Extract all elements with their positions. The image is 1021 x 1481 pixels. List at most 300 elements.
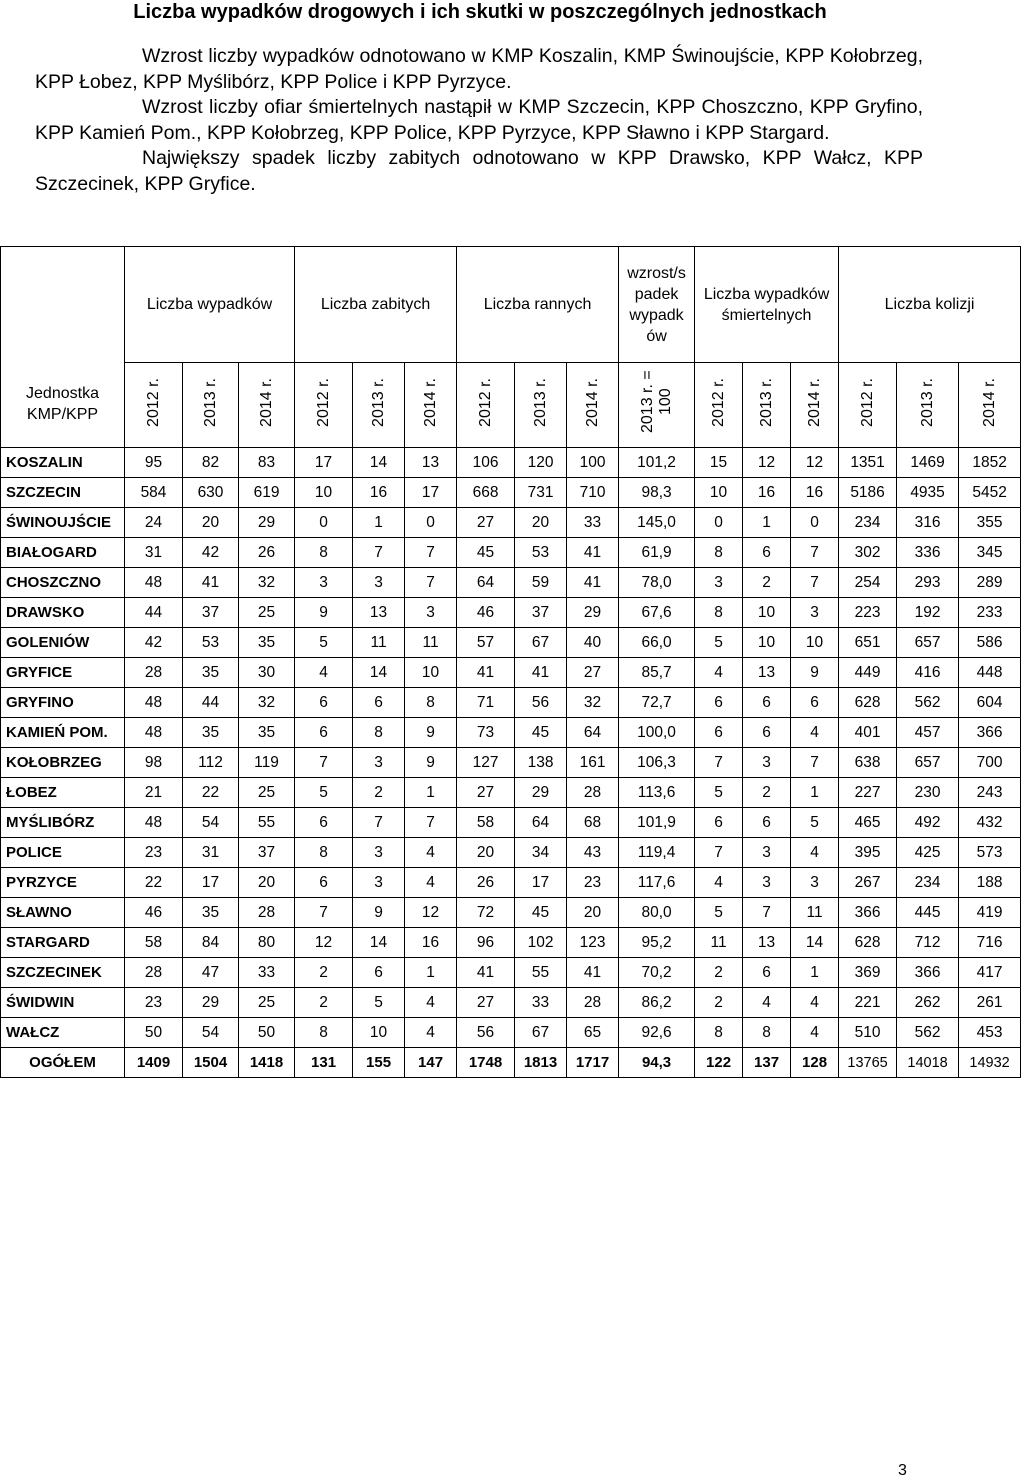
table-cell: 20 <box>567 898 619 928</box>
table-cell: 33 <box>239 958 295 988</box>
table-cell: 40 <box>567 628 619 658</box>
table-row <box>1 688 1021 718</box>
table-cell: 11 <box>791 898 839 928</box>
table-cell: 401 <box>839 718 897 748</box>
table-cell: 100 <box>567 448 619 478</box>
table-cell: 262 <box>897 988 959 1018</box>
table-cell: 43 <box>567 838 619 868</box>
table-cell: 2 <box>743 568 791 598</box>
table-cell: 120 <box>515 448 567 478</box>
table-cell: 28 <box>567 778 619 808</box>
table-cell: 7 <box>405 568 457 598</box>
table-cell: 6 <box>743 958 791 988</box>
table-cell: 8 <box>295 838 353 868</box>
table-row <box>1 898 1021 928</box>
table-cell: 604 <box>959 688 1021 718</box>
table-cell: 48 <box>125 688 183 718</box>
unit-name: STARGARD <box>1 928 125 958</box>
table-cell: 82 <box>183 448 239 478</box>
table-cell: 5 <box>695 898 743 928</box>
unit-name: MYŚLIBÓRZ <box>1 808 125 838</box>
page-title: Liczba wypadków drogowych i ich skutki w poszczególnych jednostkach <box>133 1 827 23</box>
table-cell: 35 <box>239 718 295 748</box>
table-cell: 28 <box>239 898 295 928</box>
table-cell: 45 <box>457 538 515 568</box>
table-cell: 58 <box>457 808 515 838</box>
table-cell: 41 <box>567 568 619 598</box>
table-row <box>1 448 1021 478</box>
unit-name: BIAŁOGARD <box>1 538 125 568</box>
table-cell: 35 <box>183 718 239 748</box>
table-cell: 5 <box>695 628 743 658</box>
table-row <box>1 988 1021 1018</box>
table-cell: 1409 <box>125 1048 183 1078</box>
table-cell: 510 <box>839 1018 897 1048</box>
unit-name: SŁAWNO <box>1 898 125 928</box>
table-cell: 465 <box>839 808 897 838</box>
table-cell: 2 <box>295 958 353 988</box>
table-cell: 3 <box>353 868 405 898</box>
table-cell: 23 <box>567 868 619 898</box>
table-cell: 7 <box>405 808 457 838</box>
table-cell: 45 <box>515 718 567 748</box>
unit-name: GOLENIÓW <box>1 628 125 658</box>
table-cell: 11 <box>353 628 405 658</box>
table-cell: 254 <box>839 568 897 598</box>
table-cell: 29 <box>515 778 567 808</box>
table-cell: 16 <box>405 928 457 958</box>
table-cell: 17 <box>295 448 353 478</box>
table-cell: 4 <box>791 718 839 748</box>
table-cell: 14 <box>791 928 839 958</box>
unit-name: KOSZALIN <box>1 448 125 478</box>
table-row <box>1 748 1021 778</box>
table-cell: 122 <box>695 1048 743 1078</box>
table-row <box>1 478 1021 508</box>
table-cell: 11 <box>695 928 743 958</box>
year-2012-header: 2012 r. <box>125 363 183 448</box>
table-cell: 12 <box>405 898 457 928</box>
table-cell: 17 <box>183 868 239 898</box>
table-cell: 10 <box>353 1018 405 1048</box>
table-cell: 92,6 <box>619 1018 695 1048</box>
table-row <box>1 718 1021 748</box>
table-cell: 453 <box>959 1018 1021 1048</box>
unit-name: KAMIEŃ POM. <box>1 718 125 748</box>
unit-name: GRYFICE <box>1 658 125 688</box>
table-cell: 72 <box>457 898 515 928</box>
table-cell: 710 <box>567 478 619 508</box>
table-cell: 48 <box>125 718 183 748</box>
table-row <box>1 1018 1021 1048</box>
table-cell: 4 <box>791 838 839 868</box>
year-2014-header: 2014 r. <box>567 363 619 448</box>
table-cell: 1813 <box>515 1048 567 1078</box>
table-cell: 4 <box>405 988 457 1018</box>
year-2013-header: 2013 r. <box>515 363 567 448</box>
table-cell: 35 <box>183 658 239 688</box>
table-cell: 117,6 <box>619 868 695 898</box>
table-cell: 41 <box>567 958 619 988</box>
table-cell: 8 <box>695 538 743 568</box>
table-cell: 432 <box>959 808 1021 838</box>
table-cell: 84 <box>183 928 239 958</box>
page-number: 3 <box>898 1462 907 1479</box>
table-cell: 221 <box>839 988 897 1018</box>
table-cell: 628 <box>839 928 897 958</box>
table-cell: 573 <box>959 838 1021 868</box>
unit-name: SZCZECINEK <box>1 958 125 988</box>
table-cell: 20 <box>239 868 295 898</box>
table-cell: 17 <box>405 478 457 508</box>
header-zabici: Liczba zabitych <box>295 247 457 363</box>
table-cell: 23 <box>125 988 183 1018</box>
table-cell: 0 <box>695 508 743 538</box>
table-cell: 6 <box>695 718 743 748</box>
table-cell: 25 <box>239 988 295 1018</box>
table-cell: 4 <box>405 868 457 898</box>
table-cell: 366 <box>897 958 959 988</box>
table-cell: 3 <box>791 598 839 628</box>
table-cell: 395 <box>839 838 897 868</box>
table-cell: 261 <box>959 988 1021 1018</box>
table-cell: 5 <box>353 988 405 1018</box>
unit-name: DRAWSKO <box>1 598 125 628</box>
table-cell: 147 <box>405 1048 457 1078</box>
table-cell: 20 <box>457 838 515 868</box>
table-cell: 355 <box>959 508 1021 538</box>
table-cell: 13765 <box>839 1048 897 1078</box>
table-cell: 9 <box>295 598 353 628</box>
paragraph-fatalities-decrease: Największy spadek liczby zabitych odnotowano w KPP Drawsko, KPP Wałcz, KPP Szczecinek, KPP Gryfice. <box>35 147 923 195</box>
table-cell: 369 <box>839 958 897 988</box>
table-cell: 138 <box>515 748 567 778</box>
table-cell: 106 <box>457 448 515 478</box>
table-cell: 55 <box>515 958 567 988</box>
table-cell: 13 <box>405 448 457 478</box>
table-cell: 41 <box>515 658 567 688</box>
table-cell: 3 <box>353 748 405 778</box>
table-cell: 14 <box>353 658 405 688</box>
table-cell: 28 <box>567 988 619 1018</box>
table-cell: 57 <box>457 628 515 658</box>
table-cell: 2 <box>353 778 405 808</box>
table-row <box>1 508 1021 538</box>
table-cell: 1418 <box>239 1048 295 1078</box>
table-cell: 26 <box>239 538 295 568</box>
table-cell: 3 <box>743 868 791 898</box>
year-2012-header: 2012 r. <box>295 363 353 448</box>
table-cell: 67 <box>515 1018 567 1048</box>
table-cell: 4 <box>695 658 743 688</box>
table-cell: 32 <box>567 688 619 718</box>
table-cell: 41 <box>183 568 239 598</box>
table-cell: 584 <box>125 478 183 508</box>
table-cell: 425 <box>897 838 959 868</box>
table-cell: 3 <box>405 598 457 628</box>
table-cell: 10 <box>695 478 743 508</box>
table-cell: 1 <box>353 508 405 538</box>
table-cell: 48 <box>125 568 183 598</box>
table-cell: 16 <box>353 478 405 508</box>
table-cell: 3 <box>743 838 791 868</box>
table-cell: 651 <box>839 628 897 658</box>
total-row <box>1 1048 1021 1078</box>
table-cell: 445 <box>897 898 959 928</box>
table-cell: 6 <box>295 718 353 748</box>
table-cell: 293 <box>897 568 959 598</box>
unit-name: KOŁOBRZEG <box>1 748 125 778</box>
table-cell: 7 <box>295 748 353 778</box>
table-cell: 41 <box>457 658 515 688</box>
year-2014-header: 2014 r. <box>239 363 295 448</box>
table-cell: 1 <box>743 508 791 538</box>
table-cell: 56 <box>515 688 567 718</box>
table-cell: 6 <box>295 688 353 718</box>
table-cell: 12 <box>295 928 353 958</box>
table-cell: 13 <box>743 658 791 688</box>
year-2014-header: 2014 r. <box>405 363 457 448</box>
paragraph-fatalities-increase: Wzrost liczby ofiar śmiertelnych nastąpił w KMP Szczecin, KPP Choszczno, KPP Gryfino, KPP Kamień Pom., KPP Kołobrzeg, KPP Police, KPP Pyrzyce, KPP Sławno i KPP Stargard. <box>35 96 923 144</box>
table-cell: 3 <box>695 568 743 598</box>
table-cell: 47 <box>183 958 239 988</box>
unit-name: CHOSZCZNO <box>1 568 125 598</box>
unit-name: PYRZYCE <box>1 868 125 898</box>
table-row <box>1 808 1021 838</box>
table-cell: 29 <box>183 988 239 1018</box>
table-row <box>1 538 1021 568</box>
table-cell: 27 <box>567 658 619 688</box>
header-kolizje: Liczba kolizji <box>839 247 1021 363</box>
table-cell: 86,2 <box>619 988 695 1018</box>
table-cell: 131 <box>295 1048 353 1078</box>
table-cell: 731 <box>515 478 567 508</box>
table-cell: 44 <box>183 688 239 718</box>
table-cell: 7 <box>353 538 405 568</box>
table-cell: 14 <box>353 448 405 478</box>
table-cell: 50 <box>125 1018 183 1048</box>
table-cell: 2 <box>695 988 743 1018</box>
year-2013-header: 2013 r. <box>183 363 239 448</box>
table-cell: 67 <box>515 628 567 658</box>
table-cell: 233 <box>959 598 1021 628</box>
table-cell: 56 <box>457 1018 515 1048</box>
table-row <box>1 778 1021 808</box>
table-cell: 37 <box>183 598 239 628</box>
table-cell: 227 <box>839 778 897 808</box>
table-cell: 14018 <box>897 1048 959 1078</box>
table-cell: 7 <box>743 898 791 928</box>
table-cell: 3 <box>743 748 791 778</box>
table-cell: 5 <box>695 778 743 808</box>
year-2013-header: 2013 r. <box>897 363 959 448</box>
unit-name: POLICE <box>1 838 125 868</box>
year-2012-header: 2012 r. <box>695 363 743 448</box>
table-cell: 4935 <box>897 478 959 508</box>
table-cell: 628 <box>839 688 897 718</box>
table-cell: 243 <box>959 778 1021 808</box>
table-cell: 16 <box>791 478 839 508</box>
table-cell: 119 <box>239 748 295 778</box>
table-cell: 32 <box>239 688 295 718</box>
table-cell: 41 <box>457 958 515 988</box>
table-cell: 7 <box>791 748 839 778</box>
table-cell: 4 <box>405 838 457 868</box>
table-cell: 22 <box>125 868 183 898</box>
table-cell: 64 <box>457 568 515 598</box>
table-cell: 101,2 <box>619 448 695 478</box>
table-cell: 28 <box>125 958 183 988</box>
table-cell: 44 <box>125 598 183 628</box>
table-cell: 1469 <box>897 448 959 478</box>
table-cell: 101,9 <box>619 808 695 838</box>
table-cell: 50 <box>239 1018 295 1048</box>
table-cell: 8 <box>405 688 457 718</box>
table-cell: 83 <box>239 448 295 478</box>
table-cell: 716 <box>959 928 1021 958</box>
table-cell: 123 <box>567 928 619 958</box>
table-cell: 234 <box>897 868 959 898</box>
table-cell: 5 <box>295 628 353 658</box>
table-cell: 6 <box>791 688 839 718</box>
table-cell: 12 <box>743 448 791 478</box>
table-cell: 302 <box>839 538 897 568</box>
table-cell: 3 <box>295 568 353 598</box>
table-cell: 366 <box>959 718 1021 748</box>
table-cell: 53 <box>183 628 239 658</box>
table-cell: 5 <box>791 808 839 838</box>
table-cell: 78,0 <box>619 568 695 598</box>
table-row <box>1 928 1021 958</box>
table-cell: 70,2 <box>619 958 695 988</box>
table-cell: 6 <box>743 538 791 568</box>
year-2014-header: 2014 r. <box>959 363 1021 448</box>
table-cell: 7 <box>405 538 457 568</box>
table-cell: 41 <box>567 538 619 568</box>
table-cell: 10 <box>743 598 791 628</box>
table-cell: 31 <box>125 538 183 568</box>
table-cell: 630 <box>183 478 239 508</box>
table-cell: 1504 <box>183 1048 239 1078</box>
table-cell: 7 <box>791 538 839 568</box>
table-cell: 54 <box>183 1018 239 1048</box>
table-cell: 336 <box>897 538 959 568</box>
unit-header: Jednostka KMP/KPP <box>1 247 125 448</box>
table-cell: 113,6 <box>619 778 695 808</box>
table-cell: 188 <box>959 868 1021 898</box>
accidents-table <box>0 246 1021 1078</box>
table-cell: 35 <box>183 898 239 928</box>
table-cell: 1748 <box>457 1048 515 1078</box>
table-cell: 9 <box>405 748 457 778</box>
table-cell: 1351 <box>839 448 897 478</box>
table-cell: 22 <box>183 778 239 808</box>
year-2013-header: 2013 r. <box>743 363 791 448</box>
table-cell: 1 <box>791 958 839 988</box>
table-cell: 416 <box>897 658 959 688</box>
table-cell: 95,2 <box>619 928 695 958</box>
table-cell: 26 <box>457 868 515 898</box>
table-cell: 1 <box>405 958 457 988</box>
table-cell: 58 <box>125 928 183 958</box>
table-cell: 65 <box>567 1018 619 1048</box>
table-cell: 4 <box>791 1018 839 1048</box>
table-cell: 457 <box>897 718 959 748</box>
table-cell: 102 <box>515 928 567 958</box>
unit-name: ŁOBEZ <box>1 778 125 808</box>
table-cell: 28 <box>125 658 183 688</box>
unit-name: OGÓŁEM <box>1 1048 125 1078</box>
table-cell: 5186 <box>839 478 897 508</box>
table-body <box>1 448 1021 1078</box>
table-cell: 20 <box>515 508 567 538</box>
table-cell: 61,9 <box>619 538 695 568</box>
table-cell: 17 <box>515 868 567 898</box>
table-cell: 5 <box>295 778 353 808</box>
table-cell: 586 <box>959 628 1021 658</box>
unit-name: ŚWINOUJŚCIE <box>1 508 125 538</box>
table-cell: 6 <box>295 808 353 838</box>
table-cell: 13 <box>743 928 791 958</box>
table-cell: 6 <box>743 688 791 718</box>
table-cell: 137 <box>743 1048 791 1078</box>
table-cell: 223 <box>839 598 897 628</box>
table-cell: 42 <box>183 538 239 568</box>
table-cell: 127 <box>457 748 515 778</box>
table-cell: 27 <box>457 778 515 808</box>
header-wypadki: Liczba wypadków <box>125 247 295 363</box>
table-cell: 25 <box>239 778 295 808</box>
table-cell: 31 <box>183 838 239 868</box>
table-row <box>1 958 1021 988</box>
table-cell: 657 <box>897 748 959 778</box>
table-cell: 700 <box>959 748 1021 778</box>
table-cell: 4 <box>405 1018 457 1048</box>
table-cell: 15 <box>695 448 743 478</box>
table-cell: 98 <box>125 748 183 778</box>
table-cell: 33 <box>515 988 567 1018</box>
table-cell: 289 <box>959 568 1021 598</box>
table-cell: 34 <box>515 838 567 868</box>
table-cell: 6 <box>353 958 405 988</box>
unit-name: ŚWIDWIN <box>1 988 125 1018</box>
table-cell: 55 <box>239 808 295 838</box>
table-cell: 6 <box>295 868 353 898</box>
header-smiertelne: Liczba wypadków śmiertelnych <box>695 247 839 363</box>
table-cell: 71 <box>457 688 515 718</box>
table-cell: 8 <box>743 1018 791 1048</box>
table-cell: 8 <box>295 1018 353 1048</box>
table-cell: 10 <box>743 628 791 658</box>
table-cell: 8 <box>695 598 743 628</box>
table-cell: 35 <box>239 628 295 658</box>
table-cell: 128 <box>791 1048 839 1078</box>
table-cell: 712 <box>897 928 959 958</box>
table-row <box>1 598 1021 628</box>
table-cell: 6 <box>695 688 743 718</box>
table-cell: 9 <box>353 898 405 928</box>
table-cell: 417 <box>959 958 1021 988</box>
table-cell: 96 <box>457 928 515 958</box>
table-cell: 4 <box>743 988 791 1018</box>
unit-name: GRYFINO <box>1 688 125 718</box>
table-cell: 234 <box>839 508 897 538</box>
table-cell: 27 <box>457 508 515 538</box>
table-cell: 64 <box>567 718 619 748</box>
paragraph-accidents: Wzrost liczby wypadków odnotowano w KMP Koszalin, KMP Świnoujście, KPP Kołobrzeg, KPP Łobez, KPP Myślibórz, KPP Police i KPP Pyrzyce. <box>35 45 923 93</box>
table-cell: 316 <box>897 508 959 538</box>
year-2014-header: 2014 r. <box>791 363 839 448</box>
